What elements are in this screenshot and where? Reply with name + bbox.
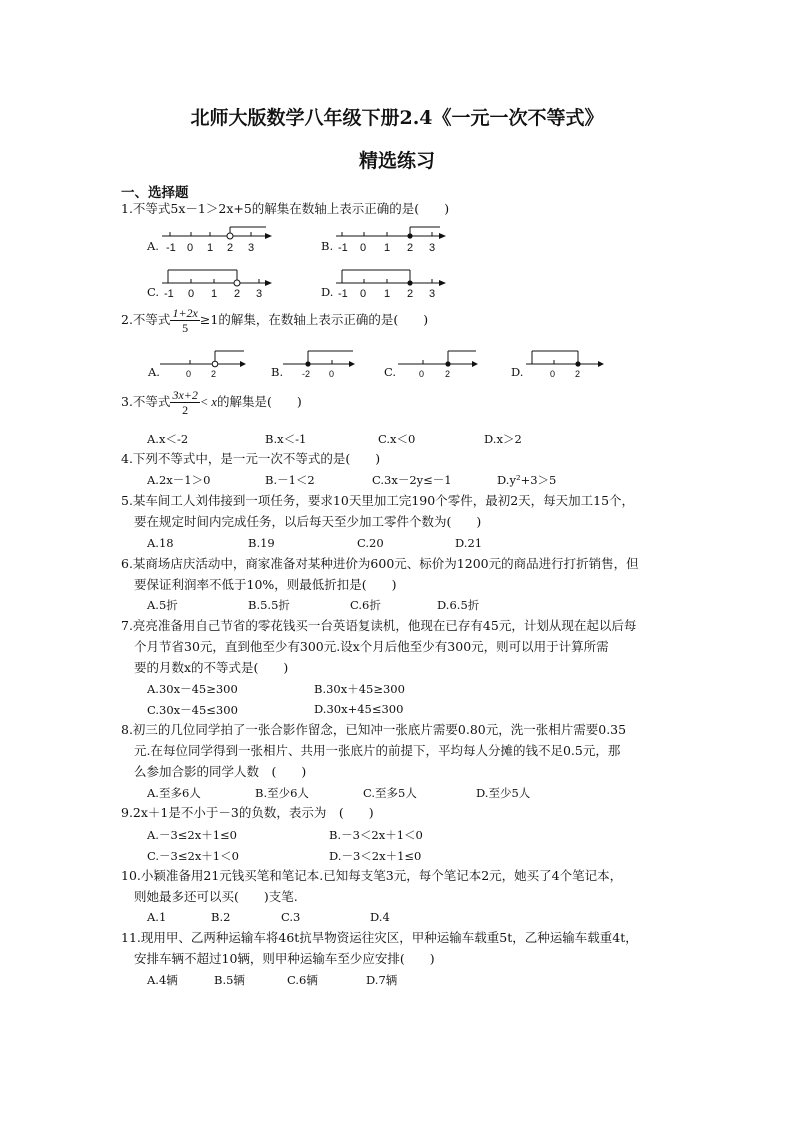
q4-option-a: A.2x－1＞0 xyxy=(147,473,211,487)
q6-option-a: A.5折 xyxy=(147,598,178,612)
q3-denominator: 2 xyxy=(182,403,189,417)
question-8-line-3: 么参加合影的同学人数 ( ) xyxy=(134,764,307,779)
q2a-tick: 2 xyxy=(211,369,217,379)
q1-option-a-label: A. xyxy=(147,239,159,253)
q1a-tick: 0 xyxy=(187,242,194,254)
q10-option-c: C.3 xyxy=(281,910,301,924)
question-7-line-3: 要的月数x的不等式是( ) xyxy=(134,660,289,675)
question-1-stem: 1.不等式5x－1＞2x+5的解集在数轴上表示正确的是( ) xyxy=(121,201,450,216)
q1a-tick: -1 xyxy=(166,242,176,254)
q2c-tick: 2 xyxy=(445,369,451,379)
q1b-tick: 2 xyxy=(407,242,414,254)
q2-denominator: 5 xyxy=(182,321,189,335)
q10-option-a: A.1 xyxy=(147,910,167,924)
q2-option-c-number-line xyxy=(398,348,486,378)
q1-option-b-label: B. xyxy=(321,239,334,253)
q1d-tick: 2 xyxy=(407,288,414,300)
q3-suffix: 的解集是( ) xyxy=(216,394,302,409)
q4-option-d: D.y²+3＞5 xyxy=(497,473,557,487)
q11-option-c: C.6辆 xyxy=(287,973,318,987)
q2-option-d-number-line xyxy=(526,348,612,378)
question-11-line-2: 安排车辆不超过10辆，则甲种运输车至少应安排( ) xyxy=(134,951,435,966)
q9-option-c: C.－3≤2x＋1＜0 xyxy=(147,849,239,863)
q3-fraction xyxy=(170,388,199,417)
q3-prefix: 3.不等式 xyxy=(121,394,171,409)
q1a-tick: 3 xyxy=(248,242,255,254)
question-10-line-2: 则她最多还可以买( )支笔. xyxy=(134,889,298,904)
q2-prefix: 2.不等式 xyxy=(121,312,171,327)
q2-suffix: 的解集，在数轴上表示正确的是( ) xyxy=(218,312,429,327)
q2d-tick: 2 xyxy=(575,369,581,379)
q11-option-d: D.7辆 xyxy=(366,973,398,987)
question-8-line-1: 8.初三的几位同学拍了一张合影作留念，已知冲一张底片需要0.80元，洗一张相片需要0.35 xyxy=(121,722,627,737)
q5-option-a: A.18 xyxy=(147,536,174,550)
q5-option-c: C.20 xyxy=(357,536,384,550)
q11-option-b: B.5辆 xyxy=(214,973,245,987)
q1c-tick: 0 xyxy=(188,288,195,300)
q2a-tick: 0 xyxy=(186,369,192,379)
q11-option-a: A.4辆 xyxy=(147,973,178,987)
q6-option-d: D.6.5折 xyxy=(437,598,480,612)
q1c-tick: 2 xyxy=(234,288,241,300)
q1c-tick: -1 xyxy=(164,288,174,300)
question-6-line-2: 要保证利润率不低于10%，则最低折扣是( ) xyxy=(134,577,397,592)
q5-option-d: D.21 xyxy=(455,536,483,550)
q1b-tick: 1 xyxy=(384,242,391,254)
q2-numerator: 1+2x xyxy=(172,306,198,320)
question-7-line-1: 7.亮亮准备用自己节省的零花钱买一台英语复读机，他现在已存有45元，计划从现在起以后每 xyxy=(121,618,637,633)
question-6-line-1: 6.某商场店庆活动中，商家准备对某种进价为600元、标价为1200元的商品进行打折销售，但 xyxy=(121,556,639,571)
q2-option-c-label: C. xyxy=(384,365,397,379)
q3-option-c: C.x＜0 xyxy=(378,432,416,446)
question-11-line-1: 11.现用甲、乙两种运输车将46t抗旱物资运往灾区，甲种运输车载重5t，乙种运输车载重4t， xyxy=(121,930,638,945)
q3-relation: < x xyxy=(199,395,217,409)
q9-option-d: D.－3＜2x＋1≤0 xyxy=(329,849,422,863)
q1-option-a-number-line xyxy=(162,222,282,254)
q3-option-b: B.x＜-1 xyxy=(265,432,307,446)
section-heading: 一、选择题 xyxy=(121,185,189,201)
q1-option-c-label: C. xyxy=(147,285,160,299)
question-4-stem: 4.下列不等式中，是一元一次不等式的是( ) xyxy=(121,451,381,466)
q9-option-b: B.－3＜2x＋1＜0 xyxy=(329,828,423,842)
q1a-tick: 1 xyxy=(207,242,214,254)
q8-option-a: A.至多6人 xyxy=(147,786,201,800)
q1d-tick: 3 xyxy=(429,288,436,300)
question-5-line-2: 要在规定时间内完成任务，以后每天至少加工零件个数为( ) xyxy=(134,514,482,529)
q1-option-c-number-line xyxy=(162,265,282,299)
q5-option-b: B.19 xyxy=(248,536,275,550)
q1b-tick: 0 xyxy=(360,242,367,254)
q2-option-b-number-line xyxy=(283,348,363,378)
q1-option-b-number-line xyxy=(336,222,456,254)
q2-fraction xyxy=(170,306,199,335)
q6-option-c: C.6折 xyxy=(350,598,381,612)
q2-option-a-label: A. xyxy=(148,365,160,379)
q6-option-b: B.5.5折 xyxy=(248,598,290,612)
q1c-tick: 3 xyxy=(256,288,263,300)
q1b-tick: -1 xyxy=(338,242,348,254)
q8-option-d: D.至少5人 xyxy=(476,786,531,800)
document-title: 北师大版数学八年级下册2.4《一元一次不等式》 xyxy=(190,107,604,129)
q4-option-b: B.－1＜2 xyxy=(265,473,315,487)
q8-option-c: C.至多5人 xyxy=(363,786,417,800)
q1c-tick: 1 xyxy=(211,288,218,300)
q2b-tick: -2 xyxy=(302,369,311,379)
q2-option-d-label: D. xyxy=(511,365,524,379)
question-5-line-1: 5.某车间工人刘伟接到一项任务，要求10天里加工完190个零件，最初2天，每天加工15个， xyxy=(121,493,635,508)
question-10-line-1: 10.小颖准备用21元钱买笔和笔记本.已知每支笔3元，每个笔记本2元，她买了4个笔记本， xyxy=(121,868,623,883)
q3-option-a: A.x＜-2 xyxy=(147,432,189,446)
q7-option-b: B.30x＋45≥300 xyxy=(314,682,405,696)
question-8-line-2: 元.在每位同学得到一张相片、共用一张底片的前提下，平均每人分摊的钱不足0.5元，那 xyxy=(134,743,621,758)
q4-option-c: C.3x－2y≤－1 xyxy=(372,473,452,487)
q2-option-a-number-line xyxy=(160,348,252,378)
q1d-tick: 0 xyxy=(360,288,367,300)
q2-option-b-label: B. xyxy=(271,365,284,379)
q2c-tick: 0 xyxy=(419,369,425,379)
q8-option-b: B.至少6人 xyxy=(255,786,309,800)
q3-option-d: D.x＞2 xyxy=(484,432,522,446)
q7-option-c: C.30x－45≤300 xyxy=(147,703,238,717)
q10-option-b: B.2 xyxy=(211,910,231,924)
q7-option-a: A.30x－45≥300 xyxy=(147,682,238,696)
q2b-tick: 0 xyxy=(329,369,335,379)
question-2-stem xyxy=(121,306,428,335)
q1-option-d-label: D. xyxy=(321,285,334,299)
question-9-stem: 9.2x＋1是不小于－3的负数，表示为 ( ) xyxy=(121,805,374,820)
q1b-tick: 3 xyxy=(429,242,436,254)
document-subtitle: 精选练习 xyxy=(358,150,435,172)
q7-option-d: D.30x+45≤300 xyxy=(314,702,404,716)
q1a-tick: 2 xyxy=(227,242,234,254)
q1d-tick: 1 xyxy=(384,288,391,300)
q2d-tick: 0 xyxy=(550,369,556,379)
q9-option-a: A.－3≤2x＋1≤0 xyxy=(147,828,237,842)
q2-relation: ≥1 xyxy=(199,312,219,327)
q1-option-d-number-line xyxy=(336,265,456,299)
q10-option-d: D.4 xyxy=(370,910,390,924)
question-3-stem xyxy=(121,388,302,417)
q3-numerator: 3x+2 xyxy=(172,388,198,402)
q1d-tick: -1 xyxy=(338,288,348,300)
question-7-line-2: 个月节省30元，直到他至少有300元.设x个月后他至少有300元，则可以用于计算所需 xyxy=(134,639,609,654)
